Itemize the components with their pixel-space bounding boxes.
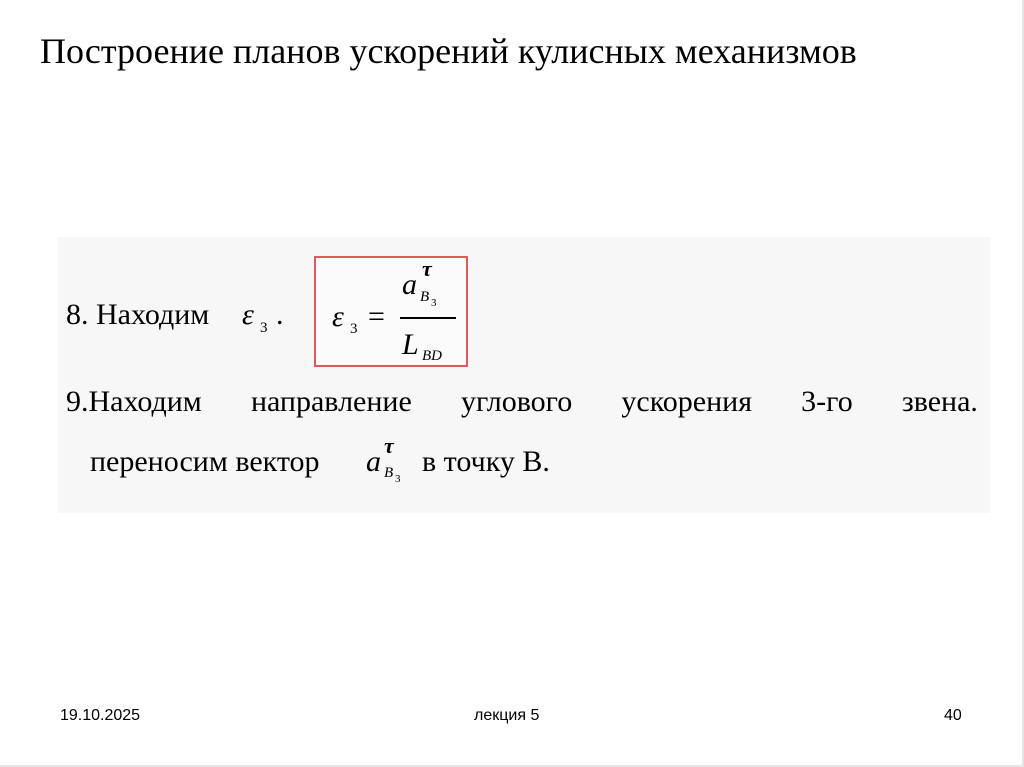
step8-period: . — [276, 298, 284, 331]
formula-numerator-sup: τ — [422, 256, 432, 281]
step8-epsilon: ε — [242, 298, 254, 331]
formula-numerator-sub: B — [420, 289, 430, 305]
step8-label: 8. Находим — [66, 298, 210, 331]
step8-epsilon-sub: 3 — [260, 320, 268, 336]
formula-denominator: L — [402, 328, 419, 361]
step9-vector-sub: B — [384, 465, 394, 481]
formula-equals: = — [368, 300, 385, 333]
formula-denominator-sub: BD — [422, 348, 442, 364]
formula-lhs: ε — [332, 300, 344, 333]
footer-lecture: лекция 5 — [474, 707, 540, 724]
step9-vector: a — [366, 445, 381, 478]
formula-lhs-sub: 3 — [350, 321, 358, 337]
footer-page-number: 40 — [944, 707, 962, 724]
step9-line2-prefix: переносим вектор — [90, 445, 320, 478]
slide-title: Построение планов ускорений кулисных механизмов — [40, 31, 857, 71]
step9-line2-suffix: в точку В. — [422, 445, 550, 478]
footer-date: 19.10.2025 — [60, 707, 141, 724]
content-image-block — [58, 237, 990, 513]
formula-box — [314, 256, 468, 367]
step9-word: 3-го — [801, 385, 853, 418]
step9-vector-sup: τ — [384, 433, 394, 458]
formula-numerator: a — [402, 268, 417, 301]
step9-vector-subsub: 3 — [395, 473, 401, 485]
step9-word: 9.Находим — [66, 385, 202, 418]
formula-numerator-subsub: 3 — [431, 297, 437, 309]
step9-word: направление — [250, 385, 412, 418]
fraction-bar — [400, 317, 456, 319]
step9-line1 — [66, 385, 978, 419]
step9-word: ускорения — [621, 385, 752, 418]
step9-word: углового — [460, 385, 573, 418]
step9-word: звена. — [901, 385, 978, 418]
